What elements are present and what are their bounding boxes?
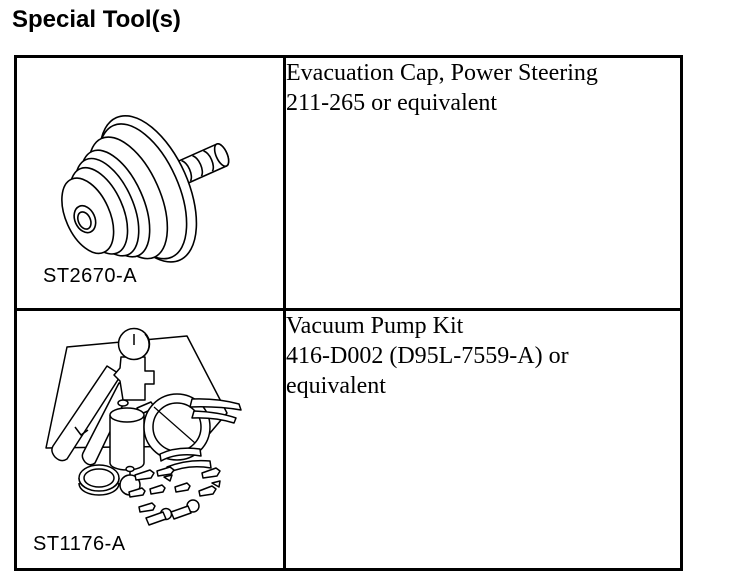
description-line: Evacuation Cap, Power Steering <box>286 60 598 86</box>
special-tools-table <box>14 55 683 571</box>
evacuation-cap-drawing <box>36 82 259 295</box>
tool-description-cell <box>285 310 682 570</box>
illustration-wrap <box>17 58 283 308</box>
page-title: Special Tool(s) <box>12 6 181 33</box>
tool-id-label: ST1176-A <box>33 533 126 555</box>
table-row <box>16 310 682 570</box>
cup <box>79 465 119 495</box>
description-line: 211-265 or equivalent <box>286 90 498 116</box>
tool-description-cell <box>285 57 682 310</box>
tool-illustration-cell <box>16 57 285 310</box>
illustration-wrap <box>17 311 283 568</box>
table-row <box>16 57 682 310</box>
description-line: Vacuum Pump Kit <box>286 313 464 339</box>
tool-illustration-cell <box>16 310 285 570</box>
vacuum-pump-kit-illustration <box>17 311 283 568</box>
description-line: 416-D002 (D95L-7559-A) or <box>286 343 569 369</box>
description-line: equivalent <box>286 373 386 399</box>
tool-id-label: ST2670-A <box>43 265 138 287</box>
